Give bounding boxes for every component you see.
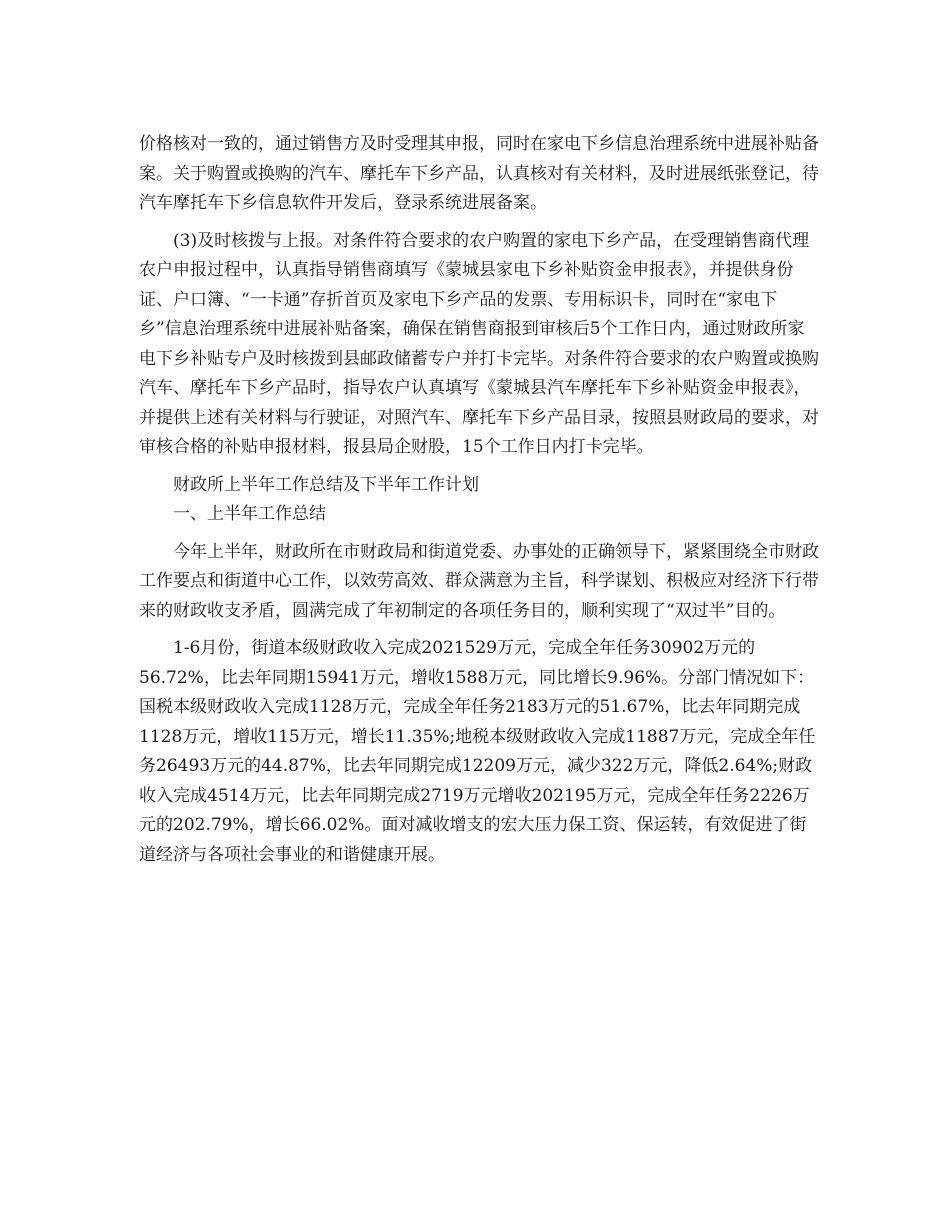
section-heading-1: 一、上半年工作总结 bbox=[173, 504, 326, 524]
paragraph-intro: 今年上半年，财政所在市财政局和街道党委、办事处的正确领导下，紧紧围绕全市财政工作要点和街道中心工作，以效劳高效、群众满意为主旨，科学谋划、积极应对经济下行带来的财政收支矛盾，圆满完成了年初制定的各项任务目的，顺利实现了“双过半”目的。 bbox=[139, 541, 819, 621]
paragraph-item-3: (3)及时核拨与上报。对条件符合要求的农户购置的家电下乡产品，在受理销售商代理农户申报过程中，认真指导销售商填写《蒙城县家电下乡补贴资金申报表》，并提供身份证、户口簿、“一卡通”存折首页及家电下乡产品的发票、专用标识卡，同时在“家电下乡”信息治理系统中进展补贴备案，确保在销售商报到审核后5个工作日内，通过财政所家电下乡补贴专户及时核拨到县邮政储蓄专户并打卡完毕。对条件符合要求的农户购置或换购汽车、摩托车下乡产品时，指导农户认真填写《蒙城县汽车摩托车下乡补贴资金申报表》，并提供上述有关材料与行驶证，对照汽车、摩托车下乡产品目录，按照县财政局的要求，对审核合格的补贴申报材料，报县局企财股，15个工作日内打卡完毕。 bbox=[139, 230, 819, 457]
document-title: 财政所上半年工作总结及下半年工作计划 bbox=[173, 474, 479, 495]
paragraph-figures: 1-6月份，街道本级财政收入完成2021529万元，完成全年任务30902万元的56.72%，比去年同期15941万元，增收1588万元，同比增长9.96%。分部门情况如下：国税本级财政收入完成1128万元，完成全年任务2183万元的51.67%，比去年同期完成1128万元，增收115万元，增长11.35%;地税本级财政收入完成11887万元，完成全年任务26493万元的44.87%，比去年同期完成12209万元，减少322万元，降低2.64%;财政收入完成4514万元，比去年同期完成2719万元增收202195万元，完成全年任务2226万元的202.79%，增长66.02%。面对减收增支的宏大压力保工资、保运转，有效促进了街道经济与各项社会事业的和谐健康开展。 bbox=[139, 638, 816, 865]
document-page bbox=[139, 130, 819, 870]
paragraph-continuation: 价格核对一致的，通过销售方及时受理其申报，同时在家电下乡信息治理系统中进展补贴备案。关于购置或换购的汽车、摩托车下乡产品，认真核对有关材料，及时进展纸张登记，待汽车摩托车下乡信息软件开发后，登录系统进展备案。 bbox=[139, 134, 819, 213]
